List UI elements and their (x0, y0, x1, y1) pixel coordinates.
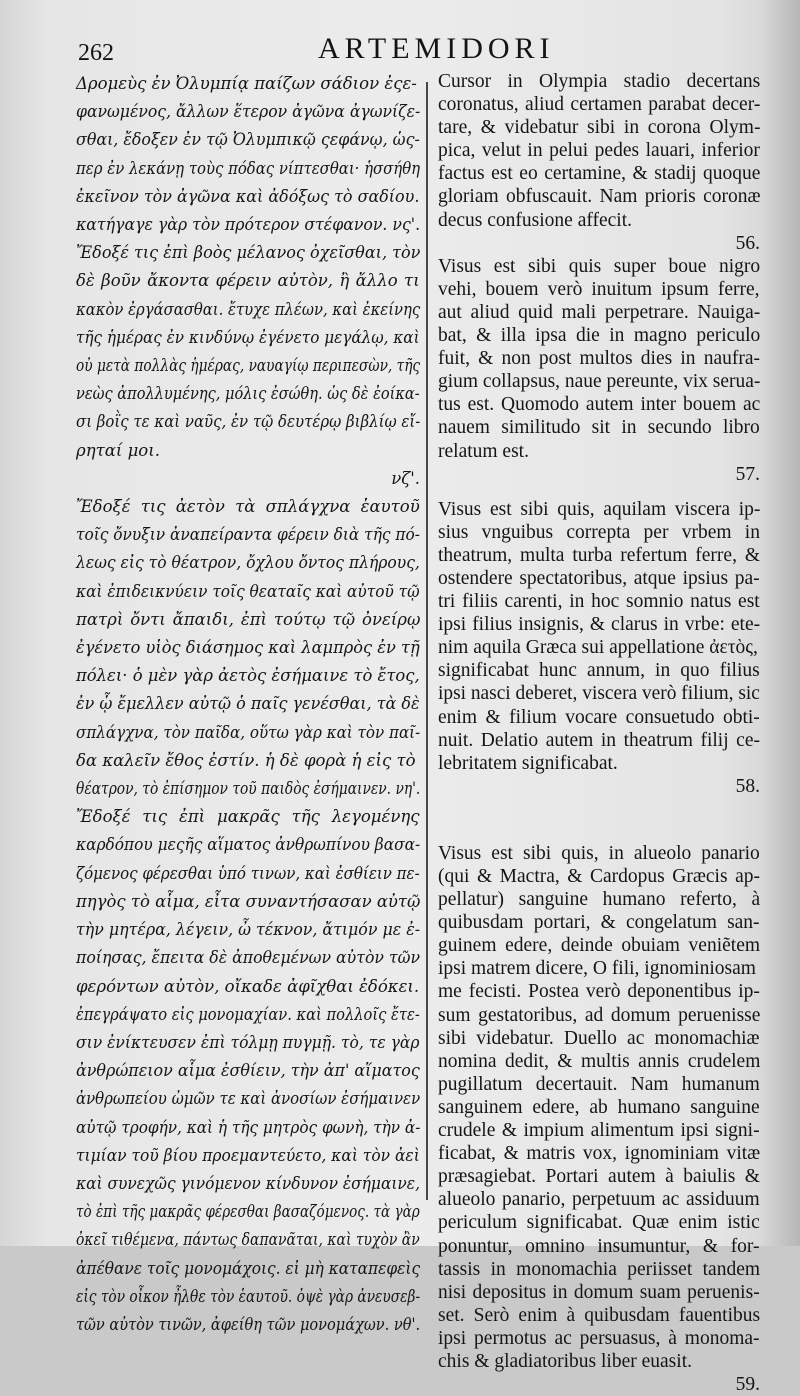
greek-line: καὶ συνεχῶς γινόμενον κίνδυνον ἐσήμαινε, (76, 1173, 420, 1193)
latin-line: ficabat, & matris vox, ignominiam vitæ (438, 1143, 761, 1165)
latin-line: set. Serò enim à quibusdam fauentibus (438, 1304, 761, 1326)
latin-line: enim & filium vocare consuetudo obti- (438, 706, 760, 728)
latin-line: pugillatum decertauit. Nam humanum (438, 1073, 760, 1095)
greek-line: σιν ἐνίκτευσεν ἐπὶ τόλμῃ πυγμῇ. τὸ, τε γὰρ (76, 1032, 420, 1052)
greek-line: Ἔδοξέ τις ἀετὸν τὰ σπλάγχνα ἑαυτοῦ (76, 497, 420, 517)
greek-line: αὐτῷ τροφήν, καὶ ἡ τῆς μητρὸς φωνὴ, τὴν ἀ- (76, 1117, 421, 1137)
latin-line: ipsi matrem dicere, O fili, ignominiosam (438, 958, 756, 980)
latin-line: sum gestatoribus, ad domum peruenisse (438, 1004, 761, 1026)
latin-line: tus est. Quomodo autem inter bouem ac (438, 394, 761, 416)
latin-line: periculum significabat. Quæ enim istic (438, 1212, 760, 1234)
latin-line: ipsi permotus ac persuasus, à monoma- (438, 1327, 760, 1349)
latin-line: ipsi nasci deberet, viscera verò filium, sic (438, 683, 760, 705)
greek-line: σθαι, ἔδοξεν ἐν τῷ Ὀλυμπικῷ ςεφάνῳ, ὡς- (76, 130, 420, 150)
latin-line: pica, velut in pelui pedes lauari, inferior (438, 140, 760, 162)
latin-line: chis & gladiatoribus liber euasit. (438, 1350, 692, 1372)
latin-line: ponuntur, omnino insumuntur, & for- (438, 1235, 760, 1257)
latin-line: (qui & Mactra, & Cardopus Græcis ap- (438, 866, 760, 887)
greek-section (76, 803, 420, 1339)
latin-line: sanguinem edere, ab humano sanguine (438, 1096, 760, 1118)
latin-line: gloriam obfuscauit. Nam prioris coronæ (438, 186, 761, 208)
latin-line: guinem edere, deinde obuiam veniẽtem (438, 935, 761, 957)
greek-section (76, 493, 420, 803)
latin-line: crudele & impium alimentum ipsi signi- (438, 1120, 760, 1142)
greek-line: πατρὶ ὄντι ἄπαιδι, ἐπὶ τούτῳ τῷ ὀνείρῳ (76, 609, 421, 629)
latin-line: tri filiis carenti, in hoc somnio natus est (438, 591, 760, 613)
greek-line: δὲ βοῦν ἄκοντα φέρειν αὐτὸν, ἢ ἄλλο τι (76, 271, 420, 291)
latin-line: sius vnguibus correpta per vrbem in (438, 521, 760, 543)
greek-line: τῶν αὐτὸν τινῶν, ἀφείθη τῶν μονομάχων. νθ'. (76, 1314, 421, 1334)
greek-line: Ἔδοξέ τις ἐπὶ μακρᾶς τῆς λεγομένης (76, 807, 420, 827)
latin-section-number: 59. (735, 1374, 760, 1396)
latin-line: tassis in monomachia periisset tandem (438, 1258, 761, 1280)
greek-line: κατήγαγε γὰρ τὸν πρότερον στέφανον. νς'. (76, 215, 421, 235)
greek-line: δα καλεῖν ἔθος ἐστίν. ἡ δὲ φορὰ ἡ εἰς τὸ (76, 750, 416, 770)
greek-section (76, 70, 420, 239)
greek-line: ἐν ᾧ ἔμελλεν αὐτῷ ὁ παῖς γενέσθαι, τὰ δὲ (76, 694, 420, 714)
latin-line: Visus est sibi quis super boue nigro (438, 255, 761, 277)
latin-line: tare, & videbatur sibi in corona Olym- (438, 117, 761, 139)
latin-section (438, 498, 760, 798)
greek-line: Ἔδοξέ τις ἐπὶ βοὸς μέλανος ὀχεῖσθαι, τὸν (76, 243, 421, 263)
greek-line: πηγὸς τὸ αἷμα, εἶτα συναντήσασαν αὐτῷ (76, 891, 421, 911)
greek-line: καὶ ἐπιδεικνύειν τοῖς θεαταῖς καὶ αὐτοῦ τῷ (76, 581, 420, 601)
page-number: 262 (78, 40, 114, 66)
latin-line: nuit. Delatio autem in theatrum filij ce- (438, 729, 760, 751)
latin-line: ipsi filius insignis, & clarus in vrbe: ete- (438, 614, 761, 636)
latin-line: me fecisti. Postea verò deponentibus ip- (438, 981, 760, 1003)
greek-line: ἐκεῖνον τὸν ἀγῶνα καὶ ἀδόξως τὸ σαδίου. (76, 186, 420, 206)
gutter-shadow (760, 0, 800, 1246)
latin-line: præsagiebat. Portari autem à baiulis & (438, 1166, 760, 1188)
latin-section (438, 70, 760, 255)
running-title: ARTEMIDORI (318, 32, 555, 65)
latin-section-number: 58. (735, 775, 760, 797)
latin-line: gium collapsus, naue pereunte, vix serua- (438, 371, 761, 393)
latin-line: Visus est sibi quis, aquilam viscera ip- (438, 498, 761, 520)
greek-line: ὀκεῖ τιθέμενα, πάντως δαπανᾶται, καὶ τυχὸν ἂν (76, 1230, 420, 1250)
latin-line: fuit, & non post multos dies in naufra- (438, 348, 760, 370)
latin-section-number: 57. (735, 463, 760, 485)
greek-line: σπλάγχνα, τὸν παῖδα, οὕτω γὰρ καὶ τὸν παῖ- (76, 722, 421, 742)
latin-line: vehi, bouem verò inuitum ipsum ferre, (438, 278, 760, 300)
latin-line: decus confusione affecit. (438, 209, 633, 231)
greek-line: νεὼς ἀπολλυμένης, μόλις ἐσώθη. ὡς δὲ ἐοίκα- (76, 384, 420, 404)
greek-line: Δρομεὺς ἐν Ὀλυμπίᾳ παίζων σάδιον ἐςε- (76, 74, 417, 93)
greek-line: καρδόπου μεςῆς αἵματος ἀνθρωπίνου βασα- (76, 835, 421, 855)
greek-line: περ ἐν λεκάνῃ τοὺς πόδας νίπτεσθαι· ἡσσήθη (76, 158, 421, 178)
latin-line: pellatur) sanguine humano referto, à (438, 889, 761, 911)
greek-line: ἀνθρωπείου ὠμῶν τε καὶ ἀνοσίων ἐσήμαινεν (76, 1089, 421, 1109)
greek-line: πόλει· ὁ μὲν γὰρ ἀετὸς ἐσήμαινε τὸ ἔτος, (76, 666, 420, 686)
greek-line: φερόντων αὐτὸν, οἴκαδε ἀφῖχθαι ἐδόκει. (76, 976, 420, 996)
latin-section (438, 842, 760, 1396)
greek-line: εἰς τὸν οἶκον ἦλθε τὸν ἑαυτοῦ. ὀψὲ γὰρ ἀνευσεβ- (76, 1286, 421, 1306)
latin-line: Visus est sibi quis, in alueolo panario (438, 842, 760, 864)
greek-line: τιμίαν τοῦ βίου προεμαντεύετο, καὶ τὸν ἀεὶ (76, 1145, 420, 1165)
greek-line: ρηταί μοι. (76, 440, 160, 460)
latin-line: sibi videbatur. Duello ac monomachiæ (438, 1027, 760, 1049)
greek-line: ποίησας, ἔπειτα δὲ ἀποθεμένων αὐτὸν τῶν (76, 948, 421, 968)
greek-line: φανωμένος, ἄλλων ἕτερον ἀγῶνα ἀγωνίζε- (76, 102, 421, 122)
greek-line: τοῖς ὄνυξιν ἀναπείραντα φέρειν διὰ τῆς πό- (76, 525, 420, 545)
greek-line: οὐ μετὰ πολλὰς ἡμέρας, ναυαγίῳ περιπεσὼν, τῆς (76, 356, 421, 376)
latin-line: significabat hunc annum, in quo filius (438, 660, 760, 682)
greek-line: κακὸν ἐργάσασθαι. ἔτυχε πλέων, καὶ ἐκείνης (76, 299, 421, 319)
latin-line: lebritatem significabat. (438, 752, 618, 774)
column-divider (426, 82, 428, 1200)
greek-line: λεως εἰς τὸ θέατρον, ὄχλου ὄντος πλήρους, (76, 553, 420, 573)
greek-line: θέατρον, τὸ ἐπίσημον τοῦ παιδὸς ἐσήμαινεν. νη'. (76, 779, 421, 799)
latin-line: nim aquila Græca sui appellatione ἀετὸς, (438, 637, 758, 659)
latin-line: nisi depositus in domum suam peruenis- (438, 1281, 760, 1303)
greek-line: τὴν μητέρα, λέγειν, ὦ τέκνον, ἄτιμόν με ἐ- (76, 920, 421, 940)
greek-line: σι βοῒς τε καὶ ναῦς, ἐν τῷ δευτέρῳ βιβλίῳ εἴ- (76, 412, 421, 432)
greek-line: ἀνθρώπειον αἷμα ἐσθίειν, τὴν ἀπ' αἵματος (76, 1061, 420, 1081)
latin-line: alueolo panario, perpetuum ac assiduum (438, 1189, 760, 1211)
latin-line: ostendere spectatoribus, atque ipsius pa- (438, 567, 760, 589)
latin-section (438, 255, 760, 486)
latin-line: Cursor in Olympia stadio decertans (438, 71, 761, 92)
greek-line: τῆς ἡμέρας ἐν κινδύνῳ ἐγένετο μεγάλῳ, καὶ (76, 327, 420, 347)
latin-line: coronatus, aliud certamen parabat decer- (438, 94, 761, 116)
greek-line: ζόμενος φέρεσθαι ὑπό τινων, καὶ ἐσθίειν πε- (76, 863, 420, 883)
greek-section-number: νζ'. (391, 468, 420, 488)
latin-column (438, 70, 760, 1396)
greek-line: ἐγένετο υἱὸς διάσημος καὶ λαμπρὸς ἐν τῇ (76, 638, 420, 658)
latin-section-number: 56. (735, 232, 760, 254)
greek-section (76, 239, 420, 493)
greek-column (76, 70, 420, 1339)
greek-line: ἀπέθανε τοῖς μονομάχοις. εἰ μὴ καταπεφεὶς (76, 1258, 421, 1278)
latin-line: factus est eo certamine, & stadij quoque (438, 163, 761, 185)
latin-line: quibusdam portari, & congelatum san- (438, 912, 760, 934)
greek-line: ἐπεγράψατο εἰς μονομαχίαν. καὶ πολλοῖς ἔτε- (76, 1004, 420, 1024)
latin-line: relatum est. (438, 440, 529, 462)
latin-line: aut aliud quid mali perpetrare. Nauiga- (438, 301, 761, 323)
latin-line: bat, & illa ipsa die in magno periculo (438, 325, 761, 347)
greek-line: τὸ ἐπὶ τῆς μακρᾶς φέρεσθαι βασαζόμενος. τὰ γὰρ (76, 1202, 420, 1222)
latin-line: nomina dedit, & multis annis crudelem (438, 1050, 761, 1072)
latin-line: theatrum, multa turba refertum ferre, & (438, 544, 760, 566)
latin-line: nauem similitudo sit in secundo libro (438, 417, 760, 439)
